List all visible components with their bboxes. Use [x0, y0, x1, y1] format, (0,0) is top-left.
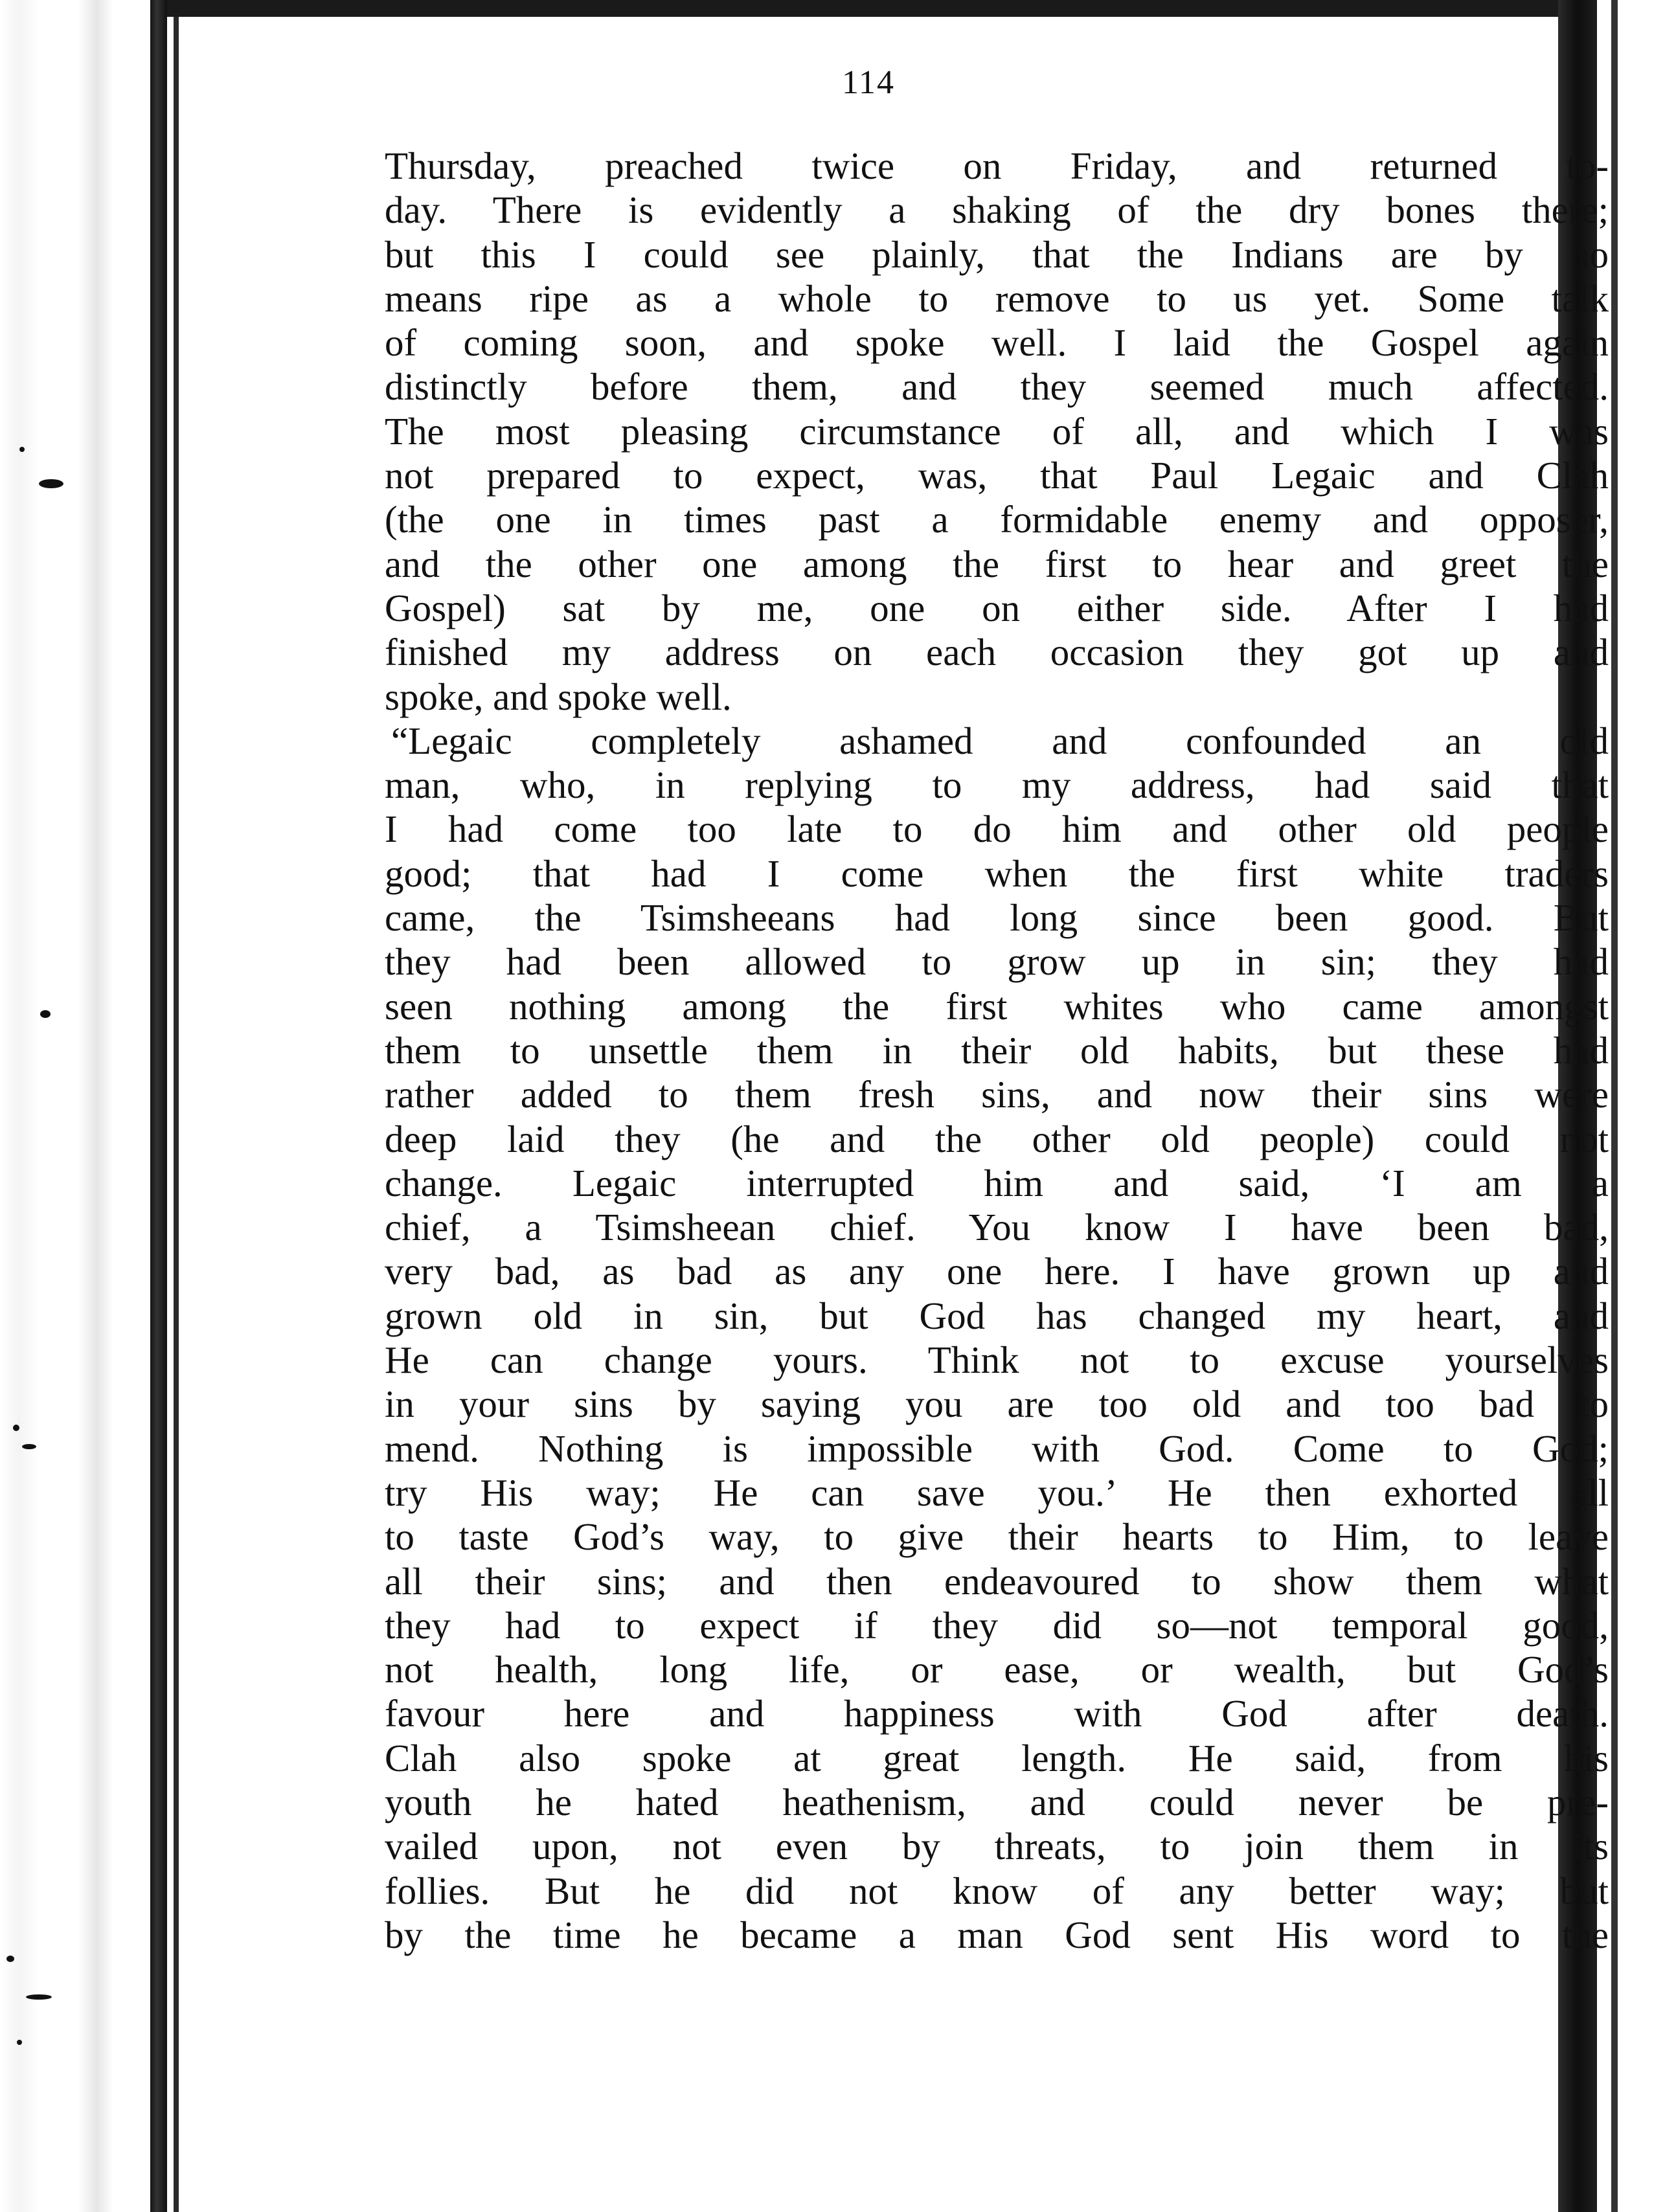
book-page	[179, 17, 1609, 2212]
text-line: they had to expect if they did so—not temporal good,	[385, 1603, 1609, 1647]
text-line: chief, a Tsimsheean chief. You know I have been bad,	[385, 1206, 1609, 1249]
scan-speck	[39, 479, 63, 488]
text-line: they had been allowed to grow up in sin; they had	[385, 940, 1609, 984]
text-line: very bad, as bad as any one here. I have grown up and	[385, 1250, 1609, 1293]
body-text	[385, 144, 1609, 1957]
scan-speck	[40, 1010, 51, 1018]
text-line: them to unsettle them in their old habits, but these had	[385, 1028, 1609, 1072]
book-gutter-shadow	[150, 0, 167, 2212]
text-line: vailed upon, not even by threats, to join them in its	[385, 1825, 1609, 1868]
scan-right-rule	[1611, 0, 1618, 2212]
page-top-edge	[167, 0, 1559, 17]
text-line: distinctly before them, and they seemed much affected.	[385, 365, 1609, 409]
text-line: rather added to them fresh sins, and now their sins were	[385, 1073, 1609, 1116]
text-line: not prepared to expect, was, that Paul Legaic and Clah	[385, 454, 1609, 497]
scan-speck	[19, 447, 25, 452]
text-line: good; that had I come when the first white traders	[385, 852, 1609, 895]
text-line: and the other one among the first to hear and greet the	[385, 542, 1609, 585]
scan-speck	[17, 2040, 22, 2045]
text-line: mend. Nothing is impossible with God. Come to God;	[385, 1427, 1609, 1470]
paragraph-start-line: “Legaic completely ashamed and confounded an old	[391, 719, 1609, 762]
scan-speck	[26, 1994, 52, 2000]
text-line: Clah also spoke at great length. He said, from his	[385, 1736, 1609, 1779]
text-line: grown old in sin, but God has changed my heart, and	[385, 1294, 1609, 1337]
text-line: man, who, in replying to my address, had said that	[385, 763, 1609, 807]
text-line: He can change yours. Think not to excuse yourselves	[385, 1338, 1609, 1382]
scan-right-margin	[1597, 0, 1676, 2212]
text-line: try His way; He can save you.’ He then exhorted all	[385, 1471, 1609, 1514]
text-line: day. There is evidently a shaking of the dry bones there;	[385, 188, 1609, 232]
text-line: follies. But he did not know of any better way; but	[385, 1869, 1609, 1912]
scan-speck	[6, 1956, 14, 1962]
page-number: 114	[841, 64, 896, 101]
paragraph-end-line: spoke, and spoke well.	[385, 675, 732, 718]
scan-speck	[13, 1425, 19, 1431]
text-line: The most pleasing circumstance of all, and which I was	[385, 409, 1609, 453]
text-line: Thursday, preached twice on Friday, and returned to-	[385, 144, 1609, 187]
text-line: to taste God’s way, to give their hearts to Him, to leave	[385, 1515, 1609, 1559]
text-line: in your sins by saying you are too old and too bad to	[385, 1382, 1609, 1426]
text-line: of coming soon, and spoke well. I laid the Gospel again	[385, 321, 1609, 365]
text-line: means ripe as a whole to remove to us yet. Some talk	[385, 276, 1609, 320]
text-line: I had come too late to do him and other old people	[385, 807, 1609, 851]
text-line: all their sins; and then endeavoured to show them what	[385, 1559, 1609, 1603]
text-line: favour here and happiness with God after death.	[385, 1692, 1609, 1735]
text-line: (the one in times past a formidable enemy and opposer,	[385, 498, 1609, 541]
text-line: change. Legaic interrupted him and said, ‘I am a	[385, 1161, 1609, 1204]
book-gutter-edge	[174, 0, 179, 2212]
text-line: seen nothing among the first whites who came amongst	[385, 984, 1609, 1028]
text-line: came, the Tsimsheeans had long since been good. But	[385, 896, 1609, 940]
text-line: not health, long life, or ease, or wealth, but God’s	[385, 1648, 1609, 1691]
text-line: youth he hated heathenism, and could never be pre-	[385, 1780, 1609, 1823]
text-line: finished my address on each occasion they got up and	[385, 631, 1609, 674]
text-line: but this I could see plainly, that the Indians are by no	[385, 232, 1609, 276]
scan-left-margin	[0, 0, 113, 2212]
text-line: deep laid they (he and the other old people) could not	[385, 1117, 1609, 1160]
text-line: Gospel) sat by me, one on either side. After I had	[385, 586, 1609, 629]
scan-speck	[22, 1444, 36, 1449]
text-line: by the time he became a man God sent His word to the	[385, 1913, 1609, 1956]
